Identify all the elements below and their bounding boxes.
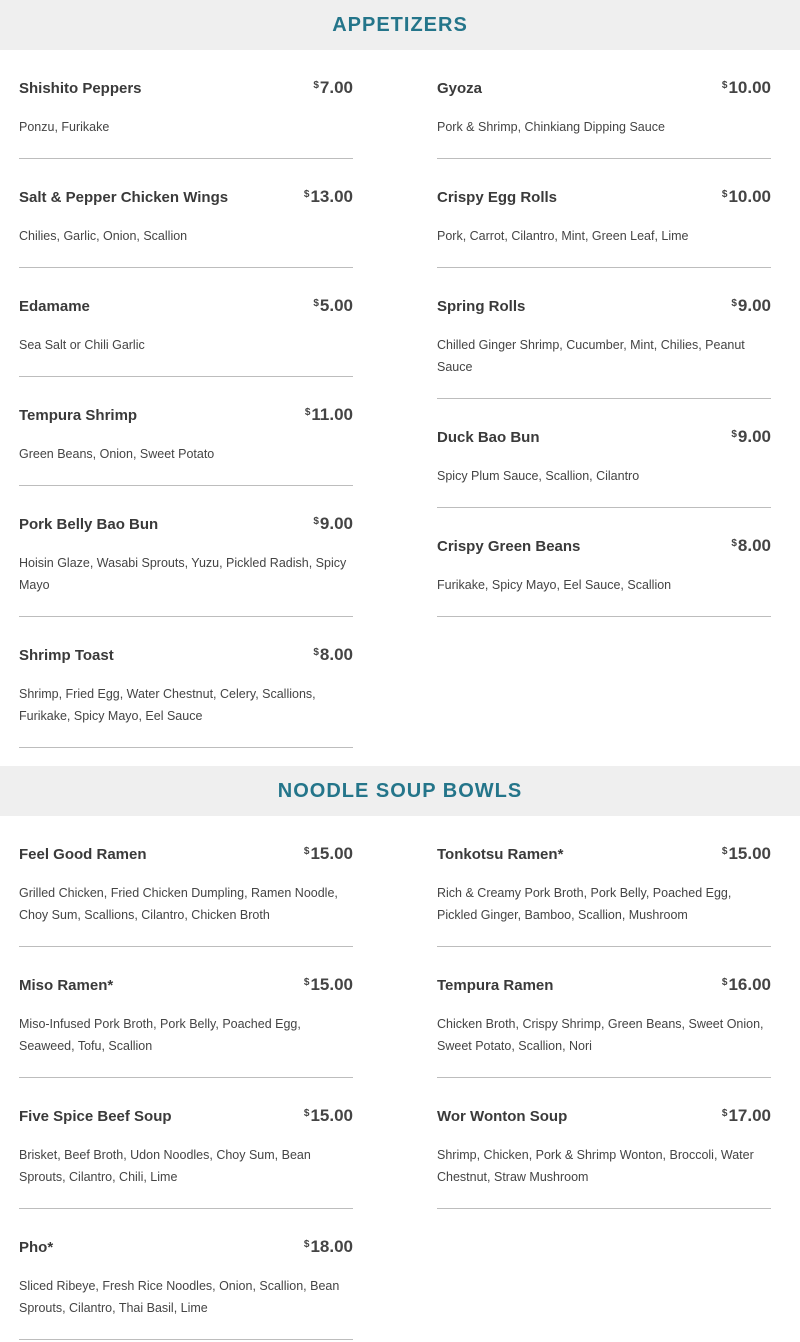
- menu-item-description: Spicy Plum Sauce, Scallion, Cilantro: [437, 469, 640, 483]
- price-amount: 15.00: [310, 844, 353, 863]
- menu-item-description: Chicken Broth, Crispy Shrimp, Green Beans, Sweet Onion, Sweet Potato, Scallion, Nori: [437, 1017, 764, 1053]
- menu-item-description: Chilies, Garlic, Onion, Scallion: [19, 229, 188, 243]
- currency-symbol: $: [303, 1239, 310, 1250]
- menu-item-description: Miso-Infused Pork Broth, Pork Belly, Poached Egg, Seaweed, Tofu, Scallion: [19, 1017, 301, 1053]
- menu-column-right: [437, 816, 771, 1209]
- menu-item-price: [313, 296, 353, 316]
- menu-item-header: [19, 1106, 353, 1126]
- menu-item: [437, 268, 771, 399]
- currency-symbol: $: [731, 538, 737, 549]
- menu-item: [437, 947, 771, 1078]
- price-amount: 10.00: [728, 78, 771, 97]
- section-title: NOODLE SOUP BOWLS: [277, 779, 523, 802]
- menu-column-left: [19, 816, 353, 1340]
- menu-item-name: Crispy Egg Rolls: [437, 189, 558, 206]
- menu-item: [19, 377, 353, 486]
- menu-item: [19, 617, 353, 748]
- menu-item-price: [304, 187, 353, 207]
- currency-symbol: $: [304, 407, 311, 418]
- price-amount: 9.00: [319, 514, 353, 533]
- menu-item-description: Rich & Creamy Pork Broth, Pork Belly, Poached Egg, Pickled Ginger, Bamboo, Scallion, Mushroom: [437, 886, 732, 922]
- menu-item-name: Duck Bao Bun: [437, 429, 540, 446]
- menu-item-description: Green Beans, Onion, Sweet Potato: [19, 447, 215, 461]
- menu-item-header: [19, 645, 353, 665]
- menu-item-name: Salt & Pepper Chicken Wings: [19, 189, 229, 206]
- price-amount: 10.00: [728, 187, 771, 206]
- menu-item-description: Shrimp, Fried Egg, Water Chestnut, Celery, Scallions, Furikake, Spicy Mayo, Eel Sauce: [19, 687, 316, 723]
- menu-item-header: [437, 975, 771, 995]
- currency-symbol: $: [313, 516, 319, 527]
- menu-item: [19, 1078, 353, 1209]
- menu-item: [19, 159, 353, 268]
- price-amount: 7.00: [319, 78, 353, 97]
- menu-item-name: Edamame: [19, 298, 90, 315]
- menu-item-header: [19, 514, 353, 534]
- menu-item-price: [304, 844, 353, 864]
- menu-item-name: Tempura Shrimp: [19, 407, 138, 424]
- price-amount: 11.00: [311, 405, 353, 424]
- menu-item-price: [304, 975, 353, 995]
- menu-item-name: Miso Ramen*: [19, 977, 114, 994]
- menu-column-right: [437, 50, 771, 617]
- price-amount: 8.00: [737, 536, 771, 555]
- menu-item-description: Hoisin Glaze, Wasabi Sprouts, Yuzu, Pickled Radish, Spicy Mayo: [19, 556, 347, 592]
- currency-symbol: $: [721, 1108, 728, 1119]
- menu-item-description: Brisket, Beef Broth, Udon Noodles, Choy Sum, Bean Sprouts, Cilantro, Chili, Lime: [19, 1148, 311, 1184]
- price-amount: 15.00: [310, 975, 353, 994]
- menu-item-price: [313, 645, 353, 665]
- currency-symbol: $: [313, 80, 319, 91]
- currency-symbol: $: [731, 298, 737, 309]
- menu-item-header: [437, 78, 771, 98]
- menu-item-header: [19, 296, 353, 316]
- price-amount: 13.00: [310, 187, 353, 206]
- menu-item: [19, 947, 353, 1078]
- menu-item-header: [19, 844, 353, 864]
- currency-symbol: $: [721, 80, 728, 91]
- menu-item-header: [19, 405, 353, 425]
- section-title: APPETIZERS: [332, 13, 468, 36]
- menu-item-price: [313, 514, 353, 534]
- menu-item-price: [731, 296, 771, 316]
- menu-item-price: [731, 536, 771, 556]
- menu-item-price: [304, 1106, 353, 1126]
- menu-item-price: [305, 405, 353, 425]
- menu-item-price: [722, 187, 771, 207]
- menu-item-description: Shrimp, Chicken, Pork & Shrimp Wonton, Broccoli, Water Chestnut, Straw Mushroom: [437, 1148, 754, 1184]
- menu-item-price: [313, 78, 353, 98]
- menu-item-header: [19, 1237, 353, 1257]
- menu-item-header: [437, 427, 771, 447]
- menu-item-price: [731, 427, 771, 447]
- menu-item: [437, 816, 771, 947]
- section-header: [0, 0, 800, 50]
- menu-item-description: Chilled Ginger Shrimp, Cucumber, Mint, Chilies, Peanut Sauce: [437, 338, 745, 374]
- menu-column-left: [19, 50, 353, 748]
- menu-item-header: [19, 975, 353, 995]
- menu-item-description: Pork & Shrimp, Chinkiang Dipping Sauce: [437, 120, 665, 134]
- price-amount: 16.00: [728, 975, 771, 994]
- menu-item-price: [722, 975, 771, 995]
- menu-item-name: Five Spice Beef Soup: [19, 1108, 172, 1125]
- menu-item-name: Wor Wonton Soup: [437, 1108, 568, 1125]
- menu-item-header: [437, 536, 771, 556]
- currency-symbol: $: [721, 977, 728, 988]
- price-amount: 15.00: [310, 1106, 353, 1125]
- menu-item-description: Sliced Ribeye, Fresh Rice Noodles, Onion, Scallion, Bean Sprouts, Cilantro, Thai Basil, Lime: [19, 1279, 340, 1315]
- menu-item: [437, 508, 771, 617]
- currency-symbol: $: [313, 647, 319, 658]
- menu-item-header: [19, 187, 353, 207]
- menu-item-name: Shrimp Toast: [19, 647, 114, 664]
- menu-item: [19, 486, 353, 617]
- menu-item-description: Furikake, Spicy Mayo, Eel Sauce, Scallion: [437, 578, 672, 592]
- menu-item-name: Pork Belly Bao Bun: [19, 516, 159, 533]
- menu-item: [19, 1209, 353, 1340]
- menu-item-header: [437, 844, 771, 864]
- menu-item-name: Shishito Peppers: [19, 80, 142, 97]
- currency-symbol: $: [303, 977, 310, 988]
- menu-item-header: [19, 78, 353, 98]
- menu-item-description: Pork, Carrot, Cilantro, Mint, Green Leaf, Lime: [437, 229, 689, 243]
- menu-item-price: [722, 1106, 771, 1126]
- currency-symbol: $: [721, 189, 728, 200]
- menu-item-name: Crispy Green Beans: [437, 538, 581, 555]
- menu-item: [437, 399, 771, 508]
- menu-item-name: Tempura Ramen: [437, 977, 554, 994]
- price-amount: 5.00: [319, 296, 353, 315]
- menu-item-name: Feel Good Ramen: [19, 846, 147, 863]
- menu-item-name: Gyoza: [437, 80, 483, 97]
- menu-item: [19, 268, 353, 377]
- currency-symbol: $: [731, 429, 737, 440]
- noodle-soup-bowls-section: [0, 766, 800, 1315]
- currency-symbol: $: [303, 846, 310, 857]
- menu-item-header: [437, 296, 771, 316]
- menu-item: [19, 50, 353, 159]
- currency-symbol: $: [303, 189, 310, 200]
- menu-item: [437, 50, 771, 159]
- menu-item-header: [437, 1106, 771, 1126]
- menu-item: [437, 1078, 771, 1209]
- price-amount: 18.00: [310, 1237, 353, 1256]
- menu-item: [437, 159, 771, 268]
- menu-item-price: [722, 78, 771, 98]
- section-header: [0, 766, 800, 816]
- currency-symbol: $: [721, 846, 728, 857]
- currency-symbol: $: [313, 298, 319, 309]
- price-amount: 9.00: [737, 427, 771, 446]
- menu-item-description: Grilled Chicken, Fried Chicken Dumpling, Ramen Noodle, Choy Sum, Scallions, Cilantro, Chicken Broth: [19, 886, 338, 922]
- menu-item: [19, 816, 353, 947]
- menu-item-price: [304, 1237, 353, 1257]
- menu-item-name: Tonkotsu Ramen*: [437, 846, 564, 863]
- menu-item-description: Ponzu, Furikake: [19, 120, 110, 134]
- price-amount: 15.00: [728, 844, 771, 863]
- price-amount: 9.00: [737, 296, 771, 315]
- menu-item-name: Pho*: [19, 1239, 54, 1256]
- menu-item-description: Sea Salt or Chili Garlic: [19, 338, 145, 352]
- price-amount: 17.00: [728, 1106, 771, 1125]
- menu-item-name: Spring Rolls: [437, 298, 526, 315]
- currency-symbol: $: [303, 1108, 310, 1119]
- menu-item-price: [722, 844, 771, 864]
- price-amount: 8.00: [319, 645, 353, 664]
- menu-item-header: [437, 187, 771, 207]
